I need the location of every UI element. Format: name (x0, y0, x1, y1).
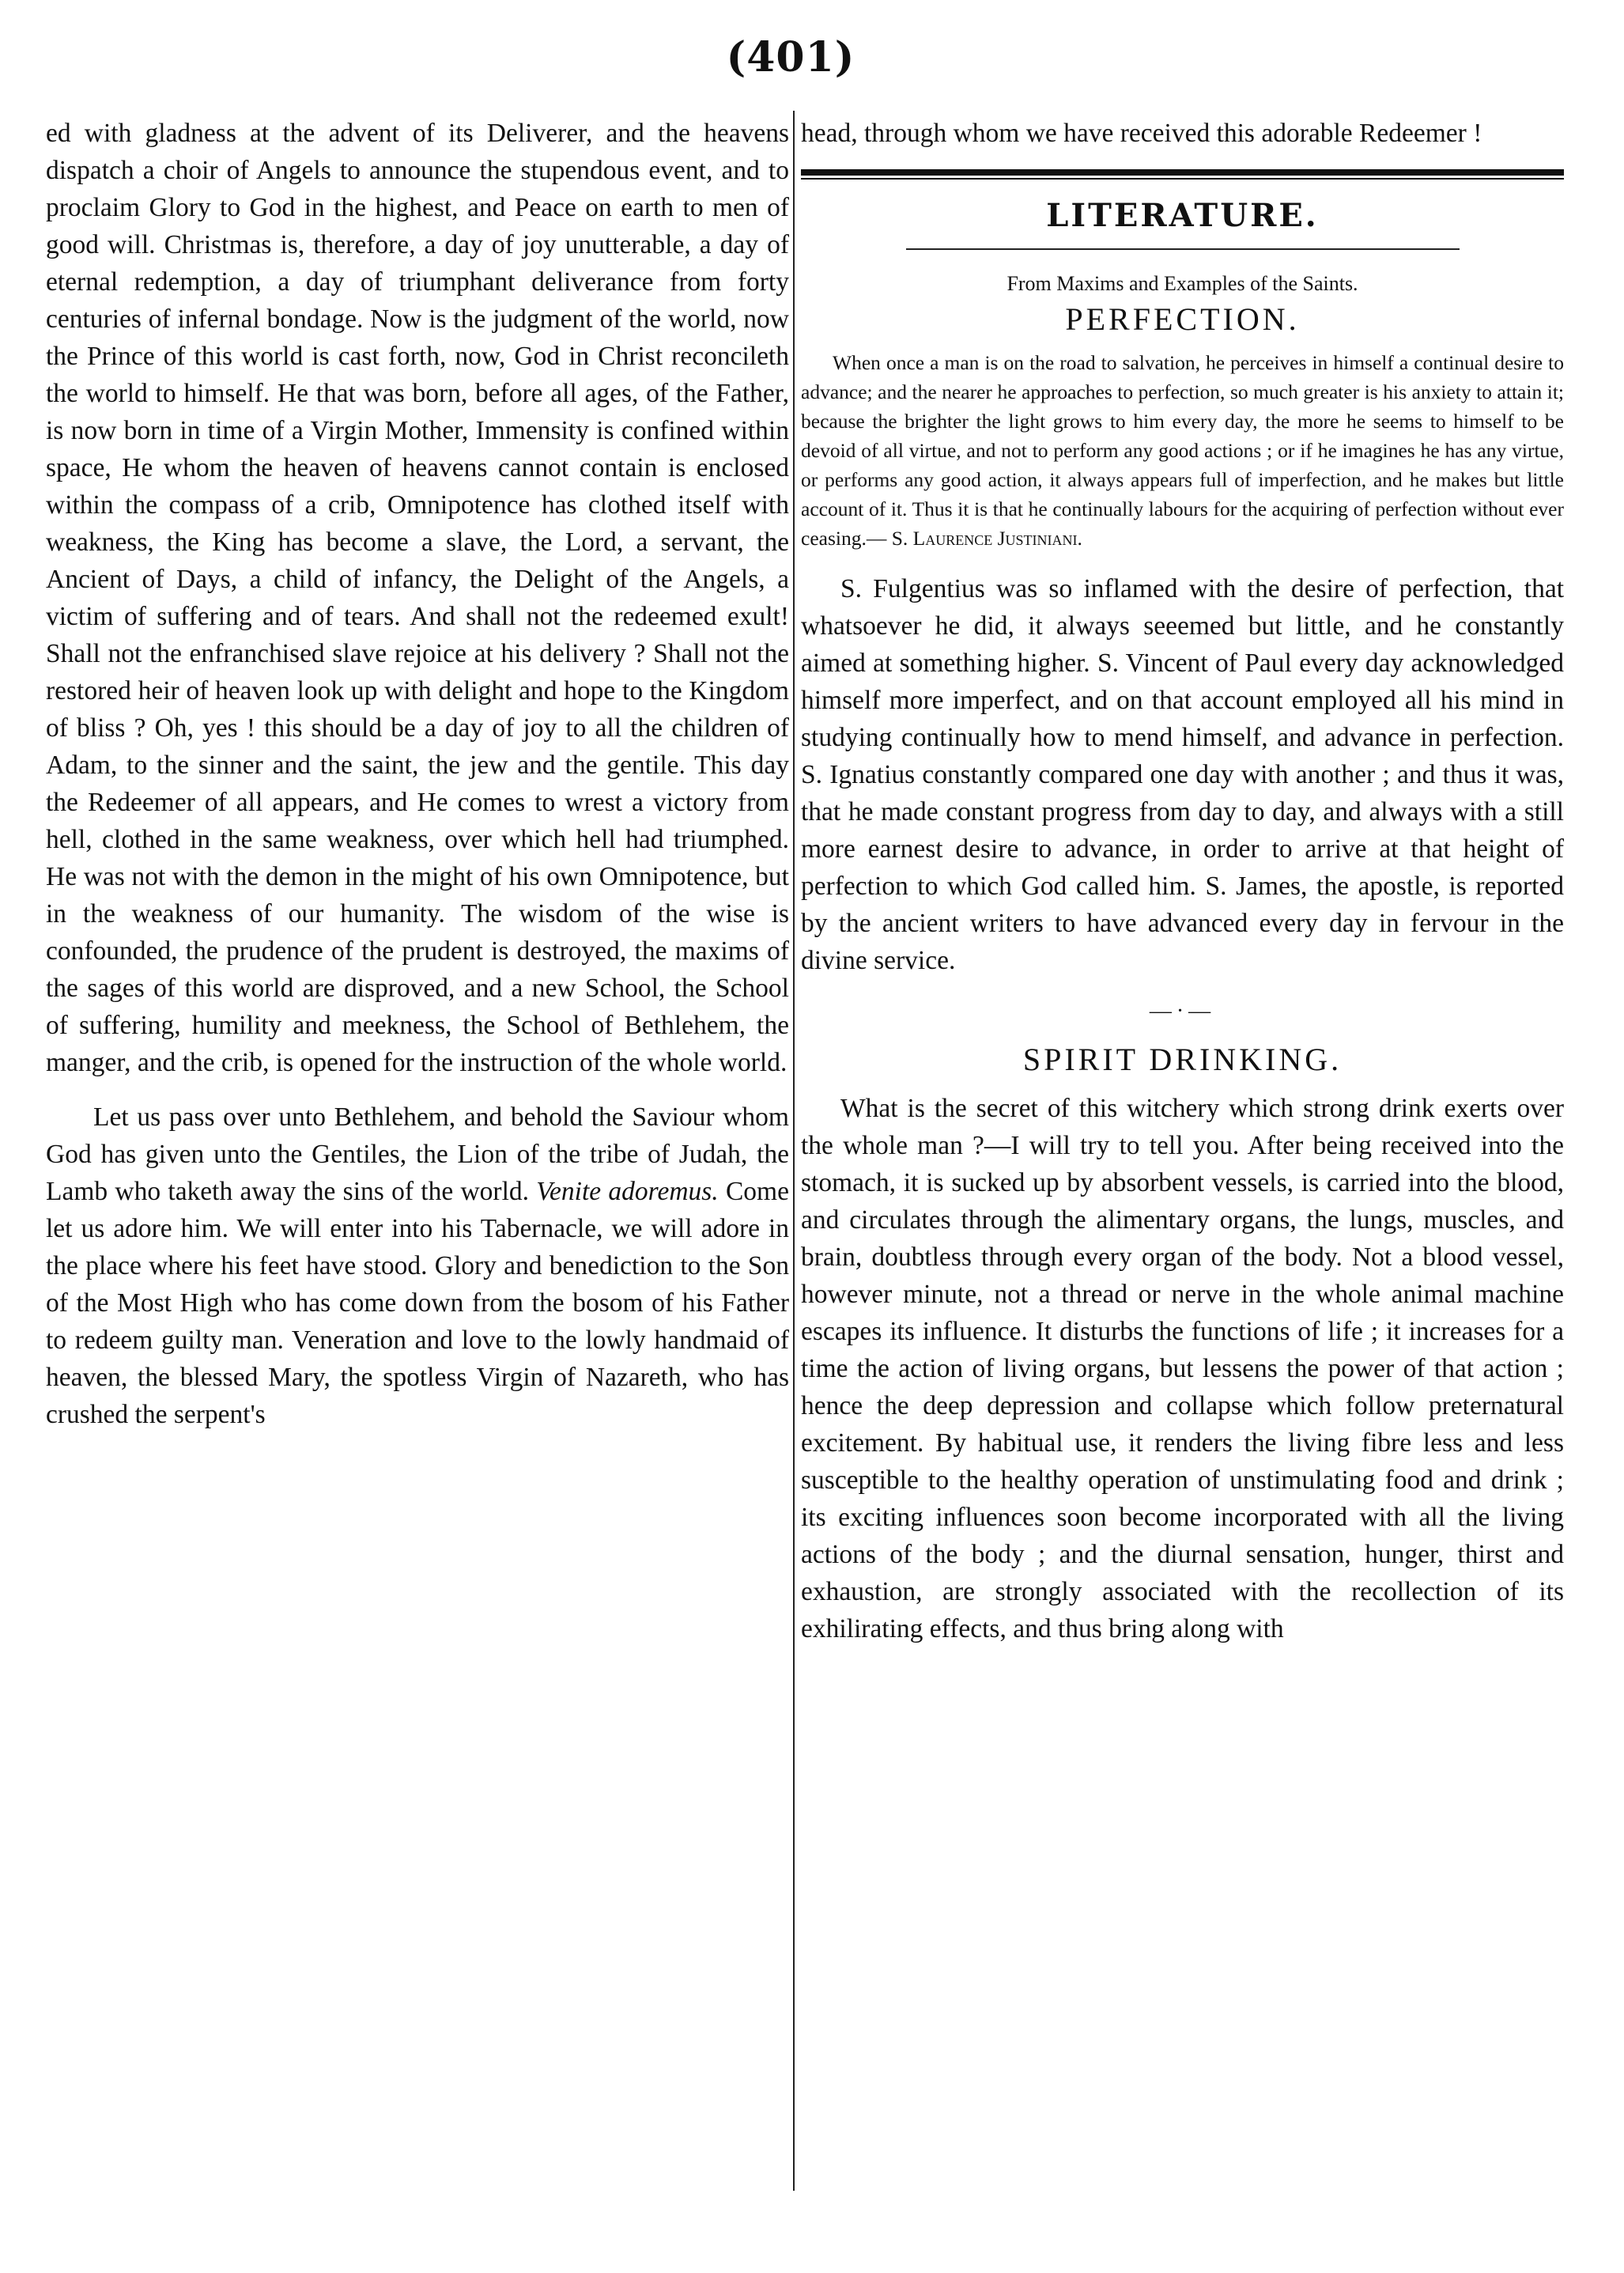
page-number: (401) (726, 33, 855, 81)
title-underline (906, 248, 1460, 250)
right-column (801, 115, 1564, 1647)
section-title: LITERATURE. (1046, 197, 1319, 234)
bethlehem-text-start: Let us pass over unto Bethlehem, and behold the Saviour whom God has given unto the Gentiles, the Lion of the tribe of Judah, the Lamb who taketh away the sins of the world. (46, 1102, 789, 1206)
bethlehem-text-end: Come let us adore him. We will enter into his Tabernacle, we will adore in the place where his feet have stood. Glory and benediction to the Son of the Most High who has come down from the bosom of his Father to redeem guilty man. Veneration and love to the lowly handmaid of heaven, the blessed Mary, the spotless Virgin of Nazareth, who has crushed the serpent's (46, 1177, 789, 1429)
perfection-body (801, 570, 1564, 979)
christmas-paragraph: ed with gladness at the advent of its Deliverer, and the heavens dispatch a choir of Angels to announce the stupendous event, and to proclaim Glory to God in the highest, and Peace on earth to men of good will. Christmas is, therefore, a day of joy unutterable, a day of eternal redemption, a day of triumphant deliverance from forty centuries of infernal bondage. Now is the judgment of the world, now the Prince of this world is cast forth, now, God in Christ reconcileth the world to himself. He that was born, before all ages, of the Father, is now born in time of a Virgin Mother, Immensity is confined within space, He whom the heaven of heavens cannot contain is enclosed within the compass of a crib, Omnipotence has clothed itself with weakness, the King has become a slave, the Lord, a servant, the Ancient of Days, a child of infancy, the Delight of the Angels, a victim of suffering and of tears. And shall not the redeemed exult! Shall not the enfranchised slave rejoice at his delivery ? Shall not the restored heir of heaven look up with delight and hope to the Kingdom of bliss ? Oh, yes ! this should be a day of joy to all the children of Adam, to the sinner and the saint, the jew and the gentile. This day the Redeemer of all appears, and He comes to wrest a victory from hell, clothed in the same weakness, over which hell had triumphed. He was not with the demon in the might of his own Omnipotence, but in the weakness of our humanity. The wisdom of the wise is confounded, the prudence of the prudent is destroyed, the maxims of the sages of this world are disproved, and a new School, the School of suffering, humility and meekness, the School of Bethlehem, the manger, and the crib, is opened for the instruction of the whole world. (46, 119, 789, 1077)
section-rule-thick (801, 169, 1564, 176)
quote-attribution: S. Laurence Justiniani. (891, 527, 1082, 550)
quote-text: When once a man is on the road to salvation, he perceives in himself a continual desire to advance; and the nearer he approaches to perfection, so much greater is his anxiety to attain it; because the brighter the light grows to him every day, the more he seems to himself to be devoid of all virtue, and not to perform any good actions ; or if he imagines he has any virtue, or performs any good action, it always appears full of imperfection, and he makes but little account of it. Thus it is that he continually labours for the acquiring of perfection without ever ceasing.— (801, 351, 1564, 550)
quote-paragraph (801, 348, 1564, 553)
ornament-divider: —·— (1149, 999, 1216, 1023)
perfection-heading: PERFECTION. (1065, 301, 1300, 337)
spirit-drinking-heading: SPIRIT DRINKING. (1022, 1042, 1343, 1077)
perfection-quote (801, 348, 1564, 553)
column-divider (793, 111, 795, 2191)
continuation-paragraph: head, through whom we have received this adorable Redeemer ! (801, 119, 1482, 148)
saints-paragraph: S. Fulgentius was so inflamed with the desire of perfection, that whatsoever he did, it always seeemed but little, and he constantly aimed at something higher. S. Vincent of Paul every day acknowledged himself more imperfect, and on that account employed all his mind in studying continually how to mend himself, and advance in perfection. S. Ignatius constantly compared one day with another ; and thus it was, that he made constant progress from day to day, and always with a still more earnest desire to advance, in order to arrive at that height of perfection to which God called him. S. James, the apostle, is reported by the ancient writers to have advanced every day in fervour in the divine service. (801, 574, 1564, 975)
source-line: From Maxims and Examples of the Saints. (1007, 272, 1358, 295)
left-column (46, 115, 789, 1433)
venite-adoremus: Venite adoremus. (536, 1177, 719, 1206)
bethlehem-paragraph (46, 1099, 789, 1433)
spirit-drinking-paragraph: What is the secret of this witchery which strong drink exerts over the whole man ?—I will try to tell you. After being received into the stomach, it is sucked up by absorbent vessels, is carried into the blood, and circulates through the alimentary organs, the lungs, muscles, and brain, doubtless through every organ of the body. Not a blood vessel, however minute, not a thread or nerve in the whole animal machine escapes its influence. It disturbs the functions of life ; it increases for a time the action of living organs, but lessens the power of that action ; hence the deep depression and collapse which follow preternatural excitement. By habitual use, it renders the living fibre less and less susceptible to the healthy operation of unstimulating food and drink ; its exciting influences soon become incorporated with all the living actions of the body ; and the diurnal sensation, hunger, thirst and exhaustion, are strongly associated with the recollection of its exhilirating effects, and thus bring along with (801, 1094, 1564, 1643)
section-rule-thin (801, 178, 1564, 180)
